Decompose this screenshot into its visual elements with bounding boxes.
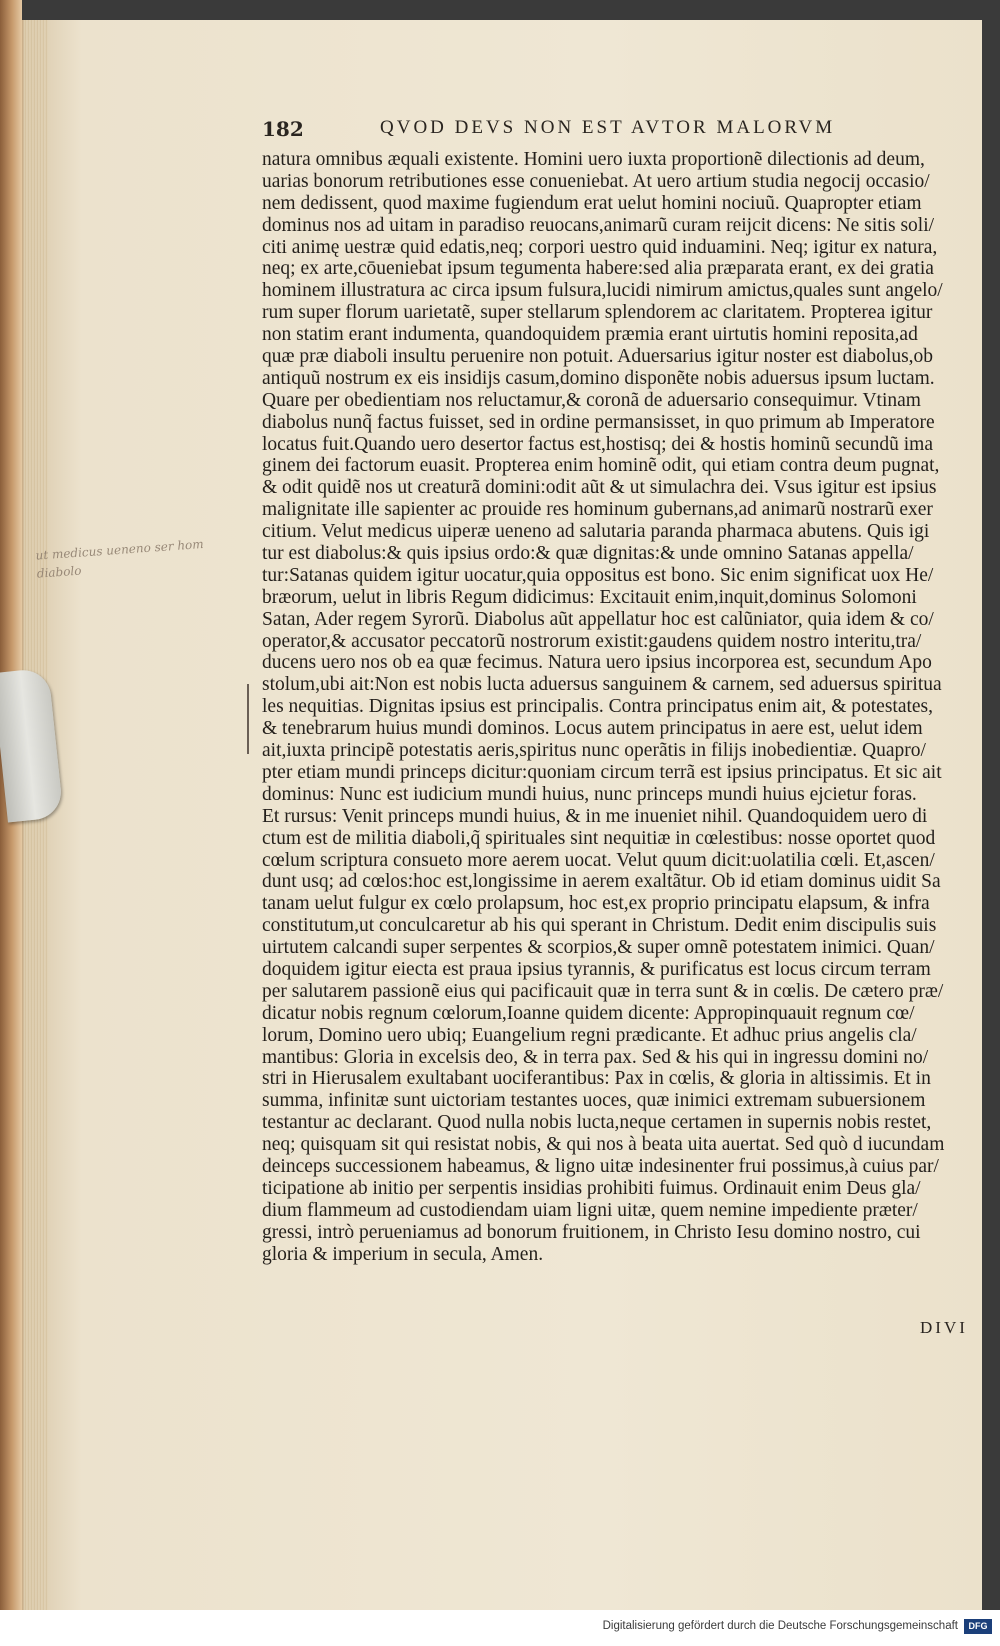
text-line: stolum,ubi ait:Non est nobis lucta aduersus sanguinem & carnem, sed aduersus spiritua	[262, 674, 942, 696]
text-line: uirtutem calcandi super serpentes & scorpios,& super omnẽ potestatem inimici. Quan/	[262, 937, 935, 959]
text-line: natura omnibus æquali existente. Homini uero iuxta proportionẽ dilectionis ad deum,	[262, 149, 925, 170]
text-line: antiquũ nostrum ex eis insidijs casum,domino disponẽte nobis aduersus ipsum luctam.	[262, 367, 935, 389]
text-line: cœlum scriptura consueto more aerem uocat. Velut quum dicit:uolatilia cœli. Et,ascen/	[262, 849, 935, 871]
text-line: uarias bonorum retributiones esse conueniebat. At uero artium studia negocij occasio/	[262, 170, 930, 192]
text-line: ctum est de militia diaboli,q̃ spirituales sint nequitiæ in cœlestibus: nosse oportet quod	[262, 827, 936, 849]
text-line: dominus: Nunc est iudicium mundi huius, nunc princeps mundi huius ejcietur foras.	[262, 783, 917, 805]
text-line: quæ præ diaboli insultu peruenire non potuit. Aduersarius igitur noster est diabolus,ob	[262, 346, 934, 368]
text-line: mantibus: Gloria in excelsis deo, & in terra pax. Sed & his qui in ingressu domini no/	[262, 1046, 929, 1068]
text-line: les nequitias. Dignitas ipsius est principalis. Contra principatus enim ait, & potestates,	[262, 696, 934, 718]
text-line: tur:Satanas quidem igitur uocatur,quia oppositus est bono. Sic enim significat uox He/	[262, 564, 934, 586]
text-line: neq; quisquam sit qui resistat nobis, & qui nos à beata uita auertat. Sed quò d iucundam	[262, 1134, 945, 1156]
text-line: bræorum, uelut in libris Regum didicimus: Excitauit enim,inquit,dominus Solomoni	[262, 586, 917, 608]
text-line: stri in Hierusalem exultabant uociferantibus: Pax in cœlis, & gloria in altissimis. Et in	[262, 1068, 931, 1090]
text-line: dominus nos ad uitam in paradiso reuocans,animarũ curam reijcit dicens: Ne sitis soli/	[262, 214, 935, 236]
dfg-logo-icon: DFG	[964, 1619, 992, 1634]
text-line: operator,& accusator peccatorũ nostrorum existit:gaudens quidem nostro interitu,tra/	[262, 630, 922, 652]
text-line: diabolus nunq̃ factus fuisset, sed in ordine permansisset, in quo primum ab Imperatore	[262, 411, 935, 433]
text-line: per salutarem passionẽ eius qui pacificauit quæ in terra sunt & in cœlis. De cætero præ/	[262, 980, 944, 1002]
running-head	[262, 117, 982, 143]
text-line: non statim erant indumenta, quandoquidem præmia erant uirtutis homini reposita,ad	[262, 324, 918, 346]
text-line: hominem illustratura ac circa ipsum fulsura,lucidi nimirum amictus,quales sunt angelo/	[262, 280, 943, 302]
text-line: ticipatione ab initio per serpentis insidias prohibiti fuimus. Ordinauit enim Deus gla/	[262, 1177, 921, 1199]
catchword: DIVI	[920, 1318, 968, 1337]
text-line: citium. Velut medicus uiperæ ueneno ad salutaria paranda pharmaca abutens. Quis igi	[262, 521, 930, 543]
margin-bracket	[247, 684, 249, 754]
text-line: Quare per obedientiam nos reluctamur,& coronã de aduersario consequimur. Vtinam	[262, 389, 921, 411]
text-line: Et rursus: Venit princeps mundi huius, & in me inueniet nihil. Quandoquidem uero di	[262, 805, 928, 827]
text-line: & tenebrarum huius mundi dominos. Locus autem principatus in aere est, uelut idem	[262, 718, 923, 740]
text-line: rum super florum uarietatẽ, super stellarum splendorem ac claritatem. Propterea igitur	[262, 302, 933, 324]
text-line: & odit quidẽ nos ut creaturã domini:odit aũt & ut simulachra dei. Vsus igitur est ipsius	[262, 477, 937, 499]
text-line: locatus fuit.Quando uero desertor factus est,hostisq; dei & hostis hominũ secundũ ima	[262, 433, 934, 455]
running-title: QVOD DEVS NON EST AVTOR MALORVM	[380, 117, 836, 138]
text-line: tanam uelut fulgur ex cœlo prolapsum, hoc est,ex proprio principatu elapsum, & infra	[262, 893, 930, 915]
text-line: ait,iuxta principẽ potestatis aeris,spiritus nunc operãtis in filijs inobedientiæ. Quapro/	[262, 740, 926, 762]
text-line: dicatur nobis regnum cœlorum,Ioanne quidem dicente: Appropinquauit regnum cœ/	[262, 1002, 915, 1024]
text-line: tur est diabolus:& quis ipsius ordo:& quæ dignitas:& unde omnino Satanas appella/	[262, 543, 914, 565]
marginal-note-line: diabolo	[36, 563, 82, 581]
page-number: 182	[262, 117, 304, 141]
text-line: lorum, Domino uero ubiq; Euangelium regni prædicante. Et adhuc prius angelis cla/	[262, 1024, 917, 1046]
text-line: deinceps successionem habeamus, & ligno uitæ indesinenter frui possimus,à cuius par/	[262, 1155, 939, 1177]
text-line: ginem dei factorum euasit. Propterea enim hominẽ odit, qui etiam contra deum pugnat,	[262, 455, 940, 477]
text-line: malignitate ille sapienter ac prouide res hominum gubernans,ad animarũ nostrarũ exer	[262, 499, 933, 521]
body-text	[262, 149, 980, 1265]
text-line: ducens uero nos ob ea quæ fecimus. Natura uero ipsius incorporea est, secundum Apo	[262, 652, 932, 674]
text-line: pter etiam mundi princeps dicitur:quoniam circum terrã est ipsius principatus. Et sic ait	[262, 761, 942, 783]
text-line: testantur ac declarant. Quod nulla nobis lucta,neque certamen in supernis nobis restet,	[262, 1112, 932, 1134]
text-line: citi animę uestræ quid edatis,neq; corpori uestro quid induamini. Neq; igitur ex natura,	[262, 236, 938, 258]
text-line: neq; ex arte,cōueniebat ipsum tegumenta habere:sed alia præparata erant, ex dei gratia	[262, 258, 934, 280]
text-line: constitutum,ut conculcaretur ab his qui sperant in Christum. Dedit enim discipulis suis	[262, 915, 937, 937]
text-line: summa, infinitæ sunt uictoriam testantes uoces, quæ inimici extremam subuersionem	[262, 1090, 926, 1112]
marginal-note-line: ut medicus ueneno ser hom	[35, 536, 205, 563]
text-line: nem dedissent, quod maxime fugiendum erat uelut homini nociuũ. Quapropter etiam	[262, 192, 922, 214]
text-line: dunt usq; ad cœlos:hoc est,longissime in aerem exaltãtur. Ob id etiam dominus uidit Sa	[262, 871, 941, 893]
text-line: gressi, intrò perueniamus ad bonorum fruitionem, in Christo Iesu domino nostro, cui	[262, 1221, 921, 1243]
text-line: gloria & imperium in secula, Amen.	[262, 1243, 544, 1265]
footer-bar	[0, 1610, 1000, 1646]
text-line: doquidem igitur eiecta est praua ipsius tyrannis, & purificatus est locus circum terram	[262, 958, 931, 980]
funding-notice: Digitalisierung gefördert durch die Deutsche Forschungsgemeinschaft	[602, 1620, 958, 1632]
text-line: dium flammeum ad custodiendam uiam ligni uitæ, quem nemine impediente præter/	[262, 1199, 918, 1221]
text-line: Satan, Ader regem Syrorũ. Diabolus aũt appellatur hoc est calũniator, quia idem & co/	[262, 608, 934, 630]
